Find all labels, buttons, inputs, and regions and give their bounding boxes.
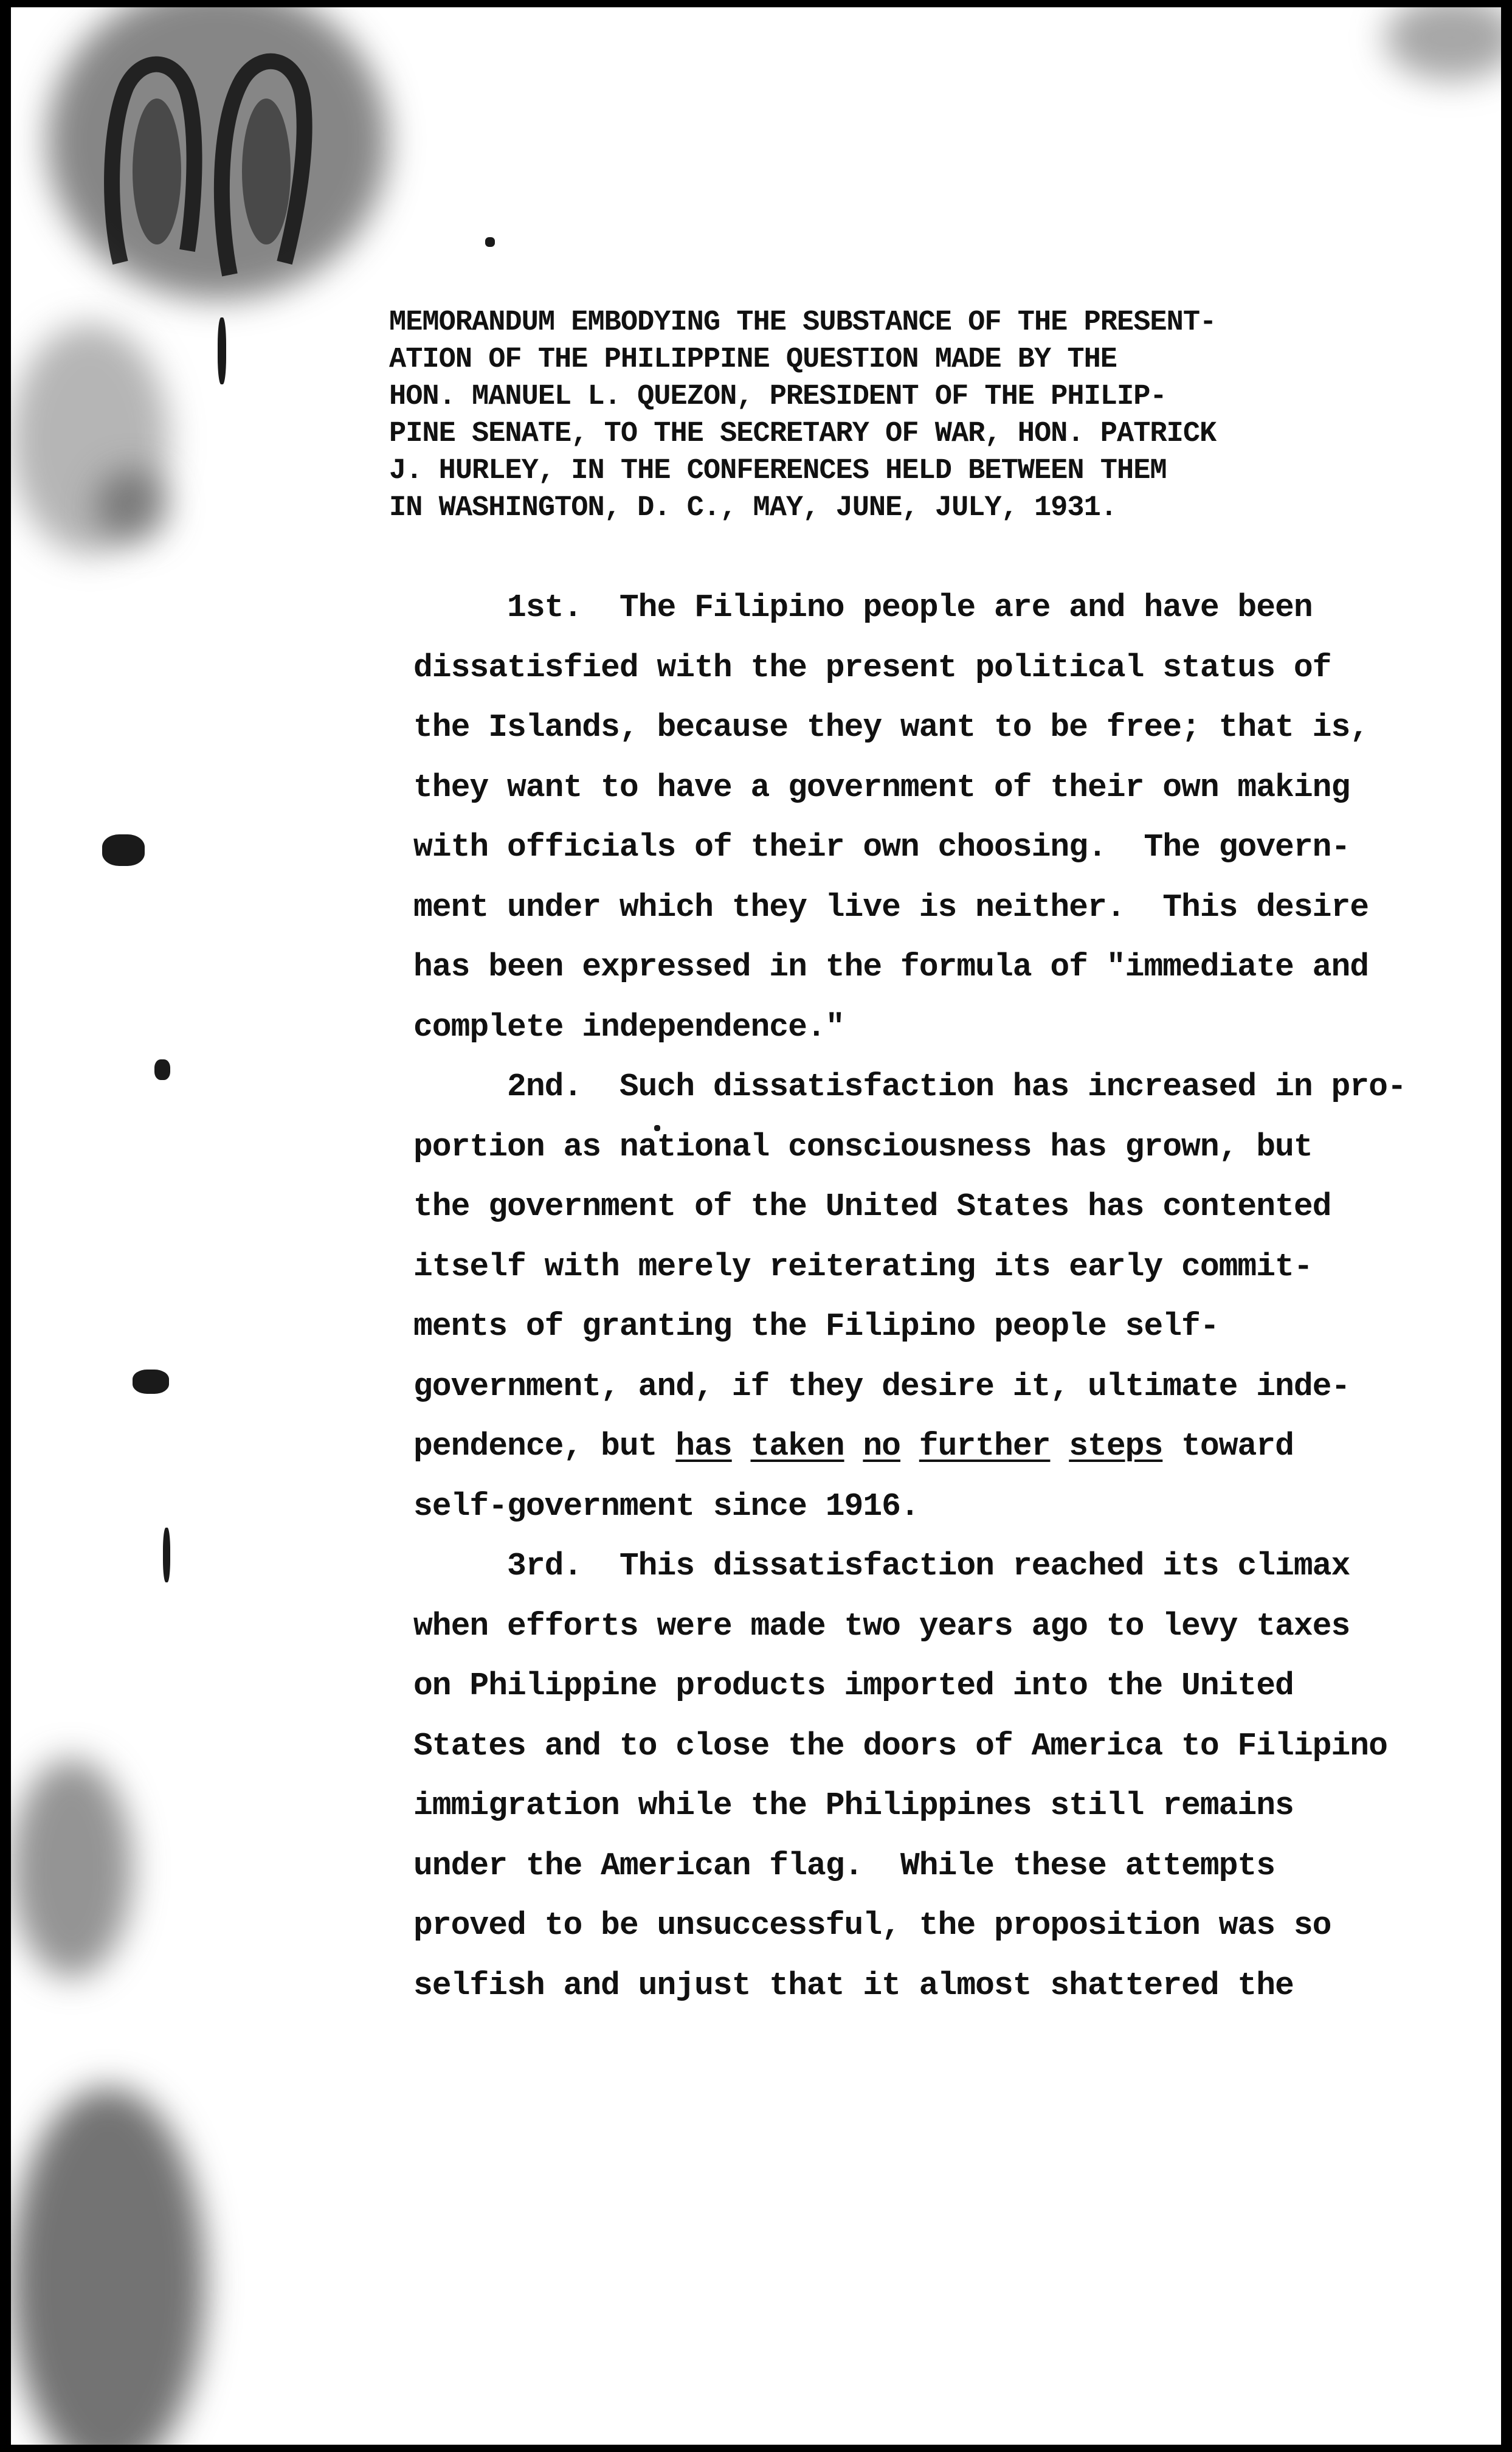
speck (154, 1059, 170, 1080)
memorandum-title (389, 304, 1338, 527)
paragraph-3-line: immigration while the Philippines still remains (413, 1787, 1294, 1824)
title-line: J. HURLEY, IN THE CONFERENCES HELD BETWEEN THEM (389, 455, 1167, 487)
memorandum-body (413, 578, 1406, 2015)
paragraph-3-line: States and to close the doors of America to Filipino (413, 1727, 1387, 1764)
underlined-word: steps (1069, 1428, 1163, 1464)
title-line: ATION OF THE PHILIPPINE QUESTION MADE BY THE (389, 344, 1117, 376)
document-page (11, 7, 1501, 2445)
speck (133, 1370, 169, 1394)
underlined-line-after: toward (1162, 1428, 1294, 1464)
paragraph-3-line: 3rd. This dissatisfaction reached its climax (413, 1548, 1350, 1584)
paragraph-3-line: proved to be unsuccessful, the proposition was so (413, 1907, 1331, 1944)
paragraph-1-line: dissatisfied with the present political status of (413, 649, 1331, 686)
paragraph-3-line: selfish and unjust that it almost shattered the (413, 1967, 1294, 2004)
paragraph-1-line: with officials of their own choosing. The govern- (413, 829, 1350, 865)
paragraph-2-line: 2nd. Such dissatisfaction has increased in pro- (413, 1068, 1406, 1105)
underlined-word: taken (750, 1428, 844, 1464)
paragraph-3-line: under the American flag. While these attempts (413, 1847, 1276, 1884)
paragraph-3-line: on Philippine products imported into the United (413, 1668, 1294, 1704)
underlined-line-before: pendence, but (413, 1428, 676, 1464)
underlined-word: has (675, 1428, 732, 1464)
underlined-word: further (919, 1428, 1051, 1464)
speck (163, 1528, 170, 1582)
stain (11, 1759, 133, 1978)
stain (11, 2087, 205, 2445)
paragraph-2-line: itself with merely reiterating its early commit- (413, 1248, 1313, 1285)
paragraph-1-line: they want to have a government of their own making (413, 769, 1350, 806)
paragraph-1-line: 1st. The Filipino people are and have been (413, 589, 1313, 626)
stain (1385, 7, 1501, 80)
paragraph-1-line: has been expressed in the formula of "immediate and (413, 949, 1369, 985)
stain (96, 469, 169, 542)
paragraph-2-line: portion as national consciousness has grown, but (413, 1128, 1313, 1165)
title-line: PINE SENATE, TO THE SECRETARY OF WAR, HON. PATRICK (389, 418, 1217, 450)
paragraph-2-line: self-government since 1916. (413, 1487, 919, 1525)
speck (102, 834, 145, 866)
paper-clip-mark-icon (84, 32, 339, 287)
paragraph-1-line: the Islands, because they want to be free; that is, (413, 709, 1369, 746)
title-line: HON. MANUEL L. QUEZON, PRESIDENT OF THE PHILIP- (389, 381, 1167, 413)
paragraph-2-line: the government of the United States has contented (413, 1188, 1331, 1225)
underlined-word: no (863, 1428, 900, 1464)
paragraph-2-line: ments of granting the Filipino people self- (413, 1308, 1219, 1345)
title-line: IN WASHINGTON, D. C., MAY, JUNE, JULY, 1931. (389, 492, 1117, 524)
paragraph-3-line: when efforts were made two years ago to levy taxes (413, 1607, 1350, 1644)
paragraph-1-line: complete independence." (413, 1008, 844, 1045)
paragraph-1-line: ment under which they live is neither. This desire (413, 888, 1369, 926)
paragraph-2-line: government, and, if they desire it, ultimate inde- (413, 1368, 1350, 1405)
title-line: MEMORANDUM EMBODYING THE SUBSTANCE OF THE PRESENT- (389, 306, 1217, 339)
speck (218, 317, 226, 384)
underlined-line (413, 1428, 1294, 1464)
speck (485, 237, 495, 247)
